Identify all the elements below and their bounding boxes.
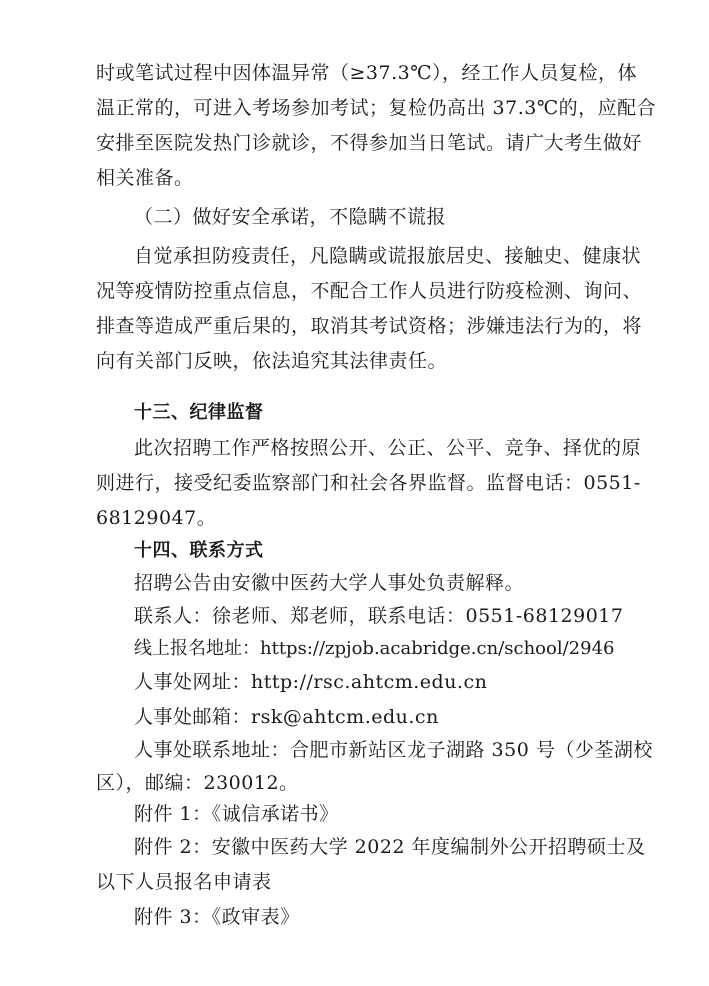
paragraph-line: 68129047。 <box>96 507 217 529</box>
section-14-title: 十四、联系方式 <box>134 540 264 561</box>
hr-address: 人事处联系地址：合肥市新站区龙子湖路 350 号（少荃湖校 <box>134 739 653 761</box>
paragraph-line: 则进行，接受纪委监察部门和社会各界监督。监督电话：0551- <box>96 472 641 494</box>
attachment-2-continued: 以下人员报名申请表 <box>96 871 272 893</box>
subheading-safety-commitment: （二）做好安全承诺，不隐瞒不谎报 <box>134 206 447 228</box>
paragraph-line: 自觉承担防疫责任，凡隐瞒或谎报旅居史、接触史、健康状 <box>134 245 642 267</box>
paragraph-line: 排查等造成严重后果的，取消其考试资格；涉嫌违法行为的，将 <box>96 315 643 337</box>
paragraph-line: 安排至医院发热门诊就诊，不得参加当日笔试。请广大考生做好 <box>96 132 643 154</box>
hr-website-link[interactable]: 人事处网址：http://rsc.ahtcm.edu.cn <box>134 671 488 693</box>
paragraph-line: 相关准备。 <box>96 167 194 189</box>
attachment-3: 附件 3：《政审表》 <box>134 906 300 928</box>
attachment-2: 附件 2：安徽中医药大学 2022 年度编制外公开招聘硕士及 <box>134 836 646 858</box>
paragraph-line: 况等疫情防控重点信息，不配合工作人员进行防疫检测、询问、 <box>96 280 643 302</box>
online-signup-link[interactable]: 线上报名地址：https://zpjob.acabridge.cn/school/2946 <box>134 638 615 659</box>
paragraph-line: 温正常的，可进入考场参加考试；复检仍高出 37.3℃的，应配合 <box>96 97 657 119</box>
attachment-1: 附件 1：《诚信承诺书》 <box>134 803 339 825</box>
hr-email-link[interactable]: 人事处邮箱：rsk@ahtcm.edu.cn <box>134 706 439 728</box>
paragraph-line: 此次招聘工作严格按照公开、公正、公平、竞争、择优的原 <box>134 437 642 459</box>
hr-address-continued: 区），邮编：230012。 <box>96 772 299 794</box>
paragraph-line: 时或笔试过程中因体温异常（≥37.3℃），经工作人员复检，体 <box>96 62 637 84</box>
section-13-title: 十三、纪律监督 <box>134 402 264 423</box>
contact-persons: 联系人：徐老师、郑老师，联系电话：0551-68129017 <box>134 605 624 627</box>
paragraph-line: 向有关部门反映，依法追究其法律责任。 <box>96 350 448 372</box>
contact-interpretation: 招聘公告由安徽中医药大学人事处负责解释。 <box>134 572 525 594</box>
